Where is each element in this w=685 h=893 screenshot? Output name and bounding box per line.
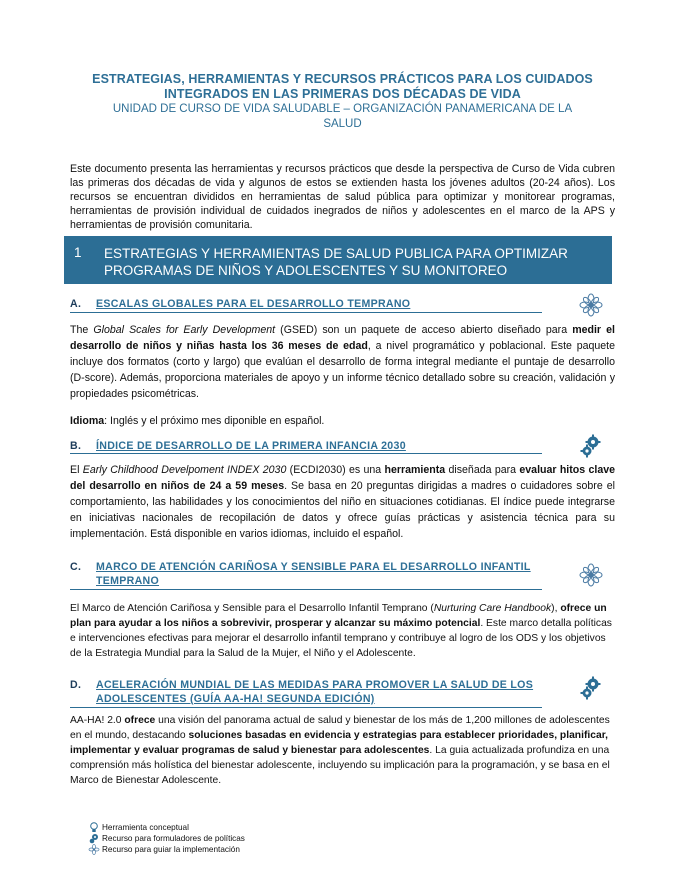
subtitle-line-2: SALUD: [323, 118, 362, 130]
icon-legend: [88, 822, 245, 855]
text-run-bold: ofrece un plan para ayudar a los niños a sobrevivir, prosperar y alcanzar su máximo potencial: [70, 603, 607, 629]
text-run: El: [70, 464, 83, 476]
subsection-title-line-2[interactable]: TEMPRANO: [96, 575, 160, 587]
legend-label: Recurso para formuladores de políticas: [102, 834, 245, 843]
subsection-a-body: [70, 322, 615, 402]
subsection-letter: C.: [70, 561, 82, 573]
flower-icon: [88, 844, 100, 855]
text-run: una visión del panorama actual de salud y bienestar de los más de 1,200 millones de adolescentes en el mundo, destacando: [70, 715, 610, 741]
flower-icon: [578, 562, 604, 588]
subsection-d-heading: [70, 678, 542, 708]
language-text: : Inglés y el próximo mes diponible en español.: [104, 415, 325, 427]
section-title-line-2: PROGRAMAS DE NIÑOS Y ADOLESCENTES Y SU MONITOREO: [104, 263, 508, 278]
text-run: El Marco de Atención Cariñosa y Sensible para el Desarrollo Infantil Temprano (: [70, 603, 434, 614]
subsection-title-line-2[interactable]: ADOLESCENTES (GUÍA AA-HA! SEGUNDA EDICIÓN): [96, 693, 375, 705]
language-label: Idioma: [70, 415, 105, 427]
subsection-c-body: [70, 601, 615, 661]
text-run: (ECDI2030) es una: [286, 464, 385, 476]
subsection-b-body: [70, 462, 615, 542]
subsection-a-language: [70, 413, 615, 429]
text-run-bold: medir el desarrollo de niños y niñas hasta los 36 meses de edad: [70, 324, 615, 352]
text-run: AA-HA! 2.0: [70, 715, 125, 726]
subsection-c-heading: [70, 560, 542, 590]
text-run-bold: soluciones basadas en evidencia y estrategias para establecer prioridades, planificar, implementar y evaluar programas de salud y bienestar para adolescentes: [70, 730, 609, 756]
subsection-d-body: [70, 713, 615, 788]
title-line-1: ESTRATEGIAS, HERRAMIENTAS Y RECURSOS PRÁCTICOS PARA LOS CUIDADOS: [92, 72, 593, 86]
subsection-title[interactable]: ESCALAS GLOBALES PARA EL DESARROLLO TEMPRANO: [96, 298, 411, 310]
legend-item: [88, 833, 245, 844]
subsection-b-heading: [70, 440, 542, 454]
text-run: (GSED) son un paquete de acceso abierto diseñado para: [275, 324, 573, 336]
gears-icon: [580, 676, 602, 700]
legend-item: [88, 844, 245, 855]
text-run-italic: Early Childhood Develpoment INDEX 2030: [82, 464, 287, 476]
gears-icon: [580, 434, 602, 458]
flower-icon: [578, 292, 604, 318]
legend-label: Recurso para guiar la implementación: [102, 845, 240, 854]
subsection-letter: D.: [70, 679, 82, 691]
section-title: [104, 245, 602, 284]
text-run: , a nivel programático y poblacional. Este paquete incluye dos formatos (corto y largo) que evalúan el desarrollo de forma integral mediante el puntaje de desarrollo (D-score). Además, proporciona materiales de apoyo y un informe técnico detallado sobre su creación, validación y propiedades psicométricas.: [70, 340, 615, 400]
text-run: . La guia actualizada profundiza en una comprensión más holística del bienestar adolescente, incluyendo su implicación para la programación, y se basa en el Marco de Bienestar Adolescente.: [70, 745, 610, 786]
text-run: The: [70, 324, 94, 336]
subsection-a-heading: [70, 298, 542, 313]
subsection-letter: A.: [70, 298, 82, 310]
legend-item: [88, 822, 245, 833]
section-title-line-1: ESTRATEGIAS Y HERRAMIENTAS DE SALUD PUBLICA PARA OPTIMIZAR: [104, 246, 568, 261]
section-1-header: [64, 236, 612, 284]
subsection-letter: B.: [70, 440, 82, 452]
bulb-icon: [88, 822, 100, 833]
document-subtitle: [60, 102, 625, 132]
section-number: 1: [74, 245, 82, 260]
intro-paragraph: Este documento presenta las herramientas y recursos prácticos que desde la perspectiva de Curso de Vida cubren las primeras dos décadas de vida y algunos de estos se extienden hasta los jóvenes adultos (20-24 años). Los recursos se encuentran divididos en herramientas de salud pública para optimizar y monitorear programas, herramientas de provisión individual de cuidados inegrados de niños y adolescentes en el marco de la APS y herramientas de provisión comunitaria.: [70, 163, 615, 231]
text-run-bold: ofrece: [124, 715, 156, 726]
text-run-italic: Global Scales for Early Development: [93, 324, 276, 336]
subsection-title[interactable]: ÍNDICE DE DESARROLLO DE LA PRIMERA INFANCIA 2030: [96, 440, 406, 452]
title-line-2: INTEGRADOS EN LAS PRIMERAS DOS DÉCADAS DE VIDA: [164, 87, 521, 101]
text-run: . Este marco detalla políticas e intervenciones efectivas para mejorar el desarrollo infantil temprano y contribuye al logro de los ODS y los objetivos de la Estrategia Mundial para la Salud de la Mujer, el Niño y el Adolescente.: [70, 618, 612, 659]
text-run-bold: herramienta: [384, 464, 446, 476]
text-run-italic: Nurturing Care Handbook: [433, 603, 552, 614]
gears-icon: [88, 833, 100, 844]
text-run-bold: evaluar hitos clave del desarrollo en niños de 24 a 59 meses: [70, 464, 615, 492]
document-title: [60, 72, 625, 102]
subsection-title-line-1[interactable]: ACELERACIÓN MUNDIAL DE LAS MEDIDAS PARA PROMOVER LA SALUD DE LOS: [96, 679, 534, 691]
text-run: diseñada para: [445, 464, 520, 476]
text-run: ),: [551, 603, 561, 614]
subtitle-line-1: UNIDAD DE CURSO DE VIDA SALUDABLE – ORGANIZACIÓN PANAMERICANA DE LA: [112, 103, 573, 115]
text-run: . Se basa en 20 preguntas dirigidas a madres o cuidadores sobre el comportamiento, las habilidades y los conocimientos del niño en situaciones cotidianas. El índice puede integrarse en iniciativas nacionales de recopilación de datos y ofrece guías prácticas y asistencia técnica para su implementación. Está disponible en varios idiomas, incluido el español.: [70, 480, 615, 540]
subsection-title-line-1[interactable]: MARCO DE ATENCIÓN CARIÑOSA Y SENSIBLE PARA EL DESARROLLO INFANTIL: [96, 561, 531, 573]
legend-label: Herramienta conceptual: [102, 823, 189, 832]
